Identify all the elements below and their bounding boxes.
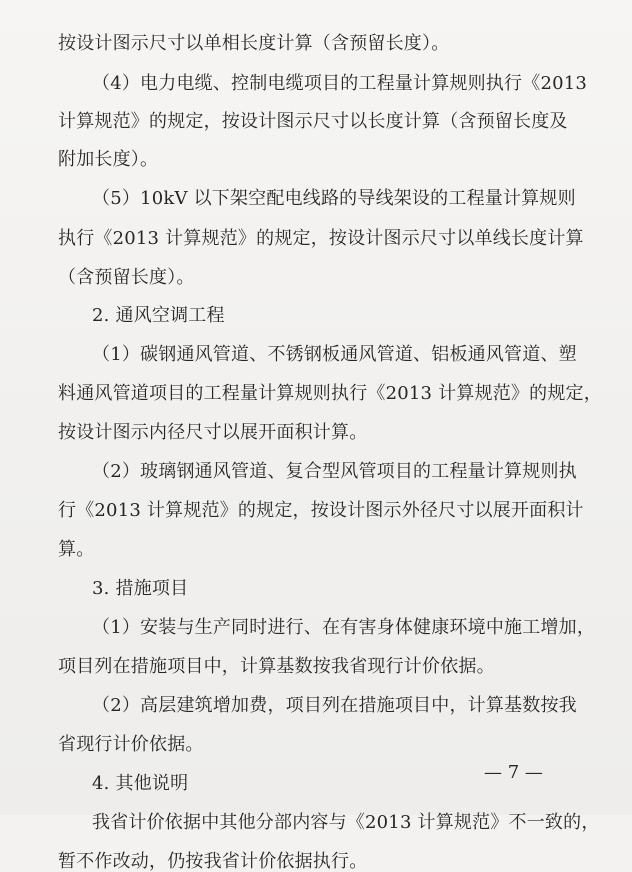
text-line: 计算规范》的规定，按设计图示尺寸以长度计算（含预留长度及: [58, 111, 568, 132]
section-heading: 2. 通风空调工程: [92, 305, 225, 326]
text-line: 我省计价依据中其他分部内容与《2013 计算规范》不一致的，: [92, 812, 600, 833]
page-number: — 7 —: [484, 762, 543, 783]
text-line: 料通风管道项目的工程量计算规则执行《2013 计算规范》的规定，: [58, 383, 602, 404]
text-line: 按设计图示尺寸以单相长度计算（含预留长度）。: [58, 33, 450, 54]
text-line: （2）高层建筑增加费，项目列在措施项目中，计算基数按我: [92, 695, 577, 716]
text-line: 行《2013 计算规范》的规定，按设计图示外径尺寸以展开面积计: [58, 500, 584, 521]
text-line: （5）10kV 以下架空配电线路的导线架设的工程量计算规则: [92, 188, 576, 209]
text-line: 省现行计价依据。: [58, 734, 204, 755]
text-line: 执行《2013 计算规范》的规定，按设计图示尺寸以单线长度计算: [58, 228, 584, 249]
text-line: （4）电力电缆、控制电缆项目的工程量计算规则执行《2013: [92, 73, 588, 94]
text-line: 算。: [58, 539, 95, 560]
text-line: （2）玻璃钢通风管道、复合型风管项目的工程量计算规则执: [92, 461, 577, 482]
text-line: （1）安装与生产同时进行、在有害身体健康环境中施工增加，: [92, 617, 596, 638]
section-heading: 4. 其他说明: [92, 773, 189, 794]
text-line: 项目列在措施项目中，计算基数按我省现行计价依据。: [58, 656, 495, 677]
text-line: （1）碳钢通风管道、不锈钢板通风管道、铝板通风管道、塑: [92, 344, 577, 365]
section-heading: 3. 措施项目: [92, 578, 189, 599]
text-line: 附加长度）。: [58, 149, 159, 170]
text-line: 暂不作改动，仍按我省计价依据执行。: [58, 851, 368, 872]
text-line: 按设计图示内径尺寸以展开面积计算。: [58, 422, 368, 443]
text-line: （含预留长度）。: [58, 267, 195, 288]
